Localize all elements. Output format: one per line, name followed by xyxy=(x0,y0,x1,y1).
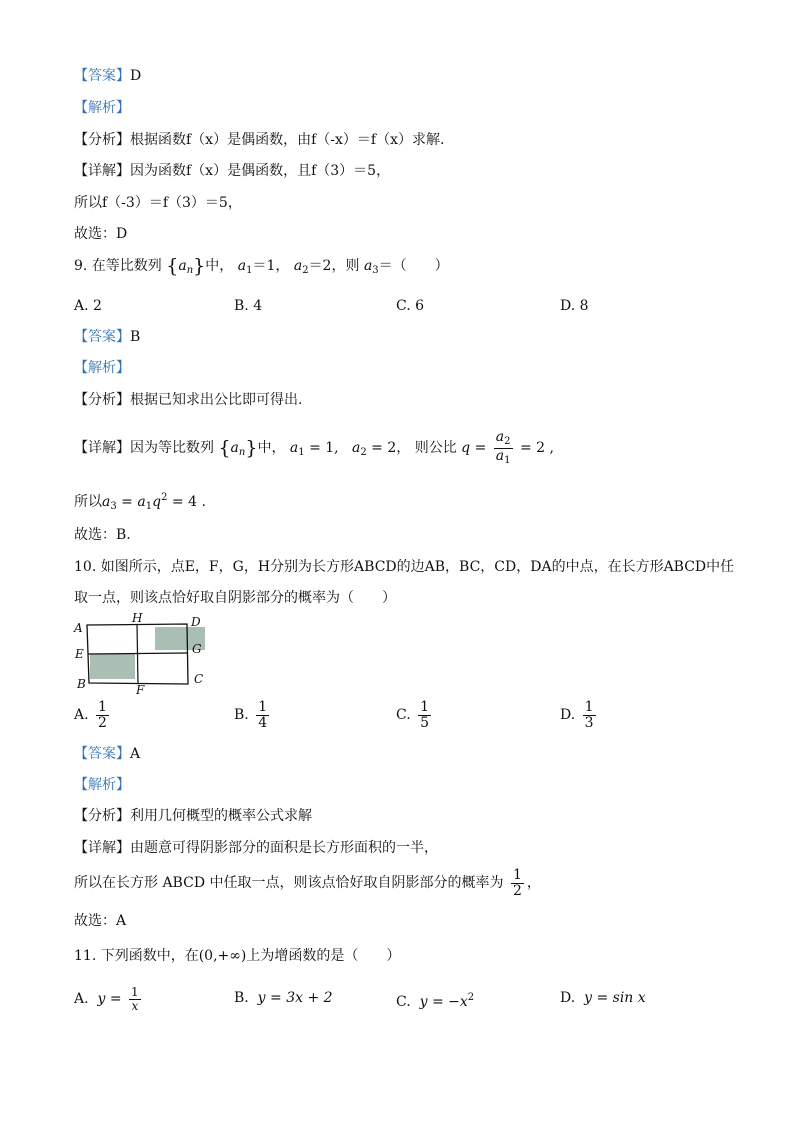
frac-num: 1 xyxy=(131,984,139,999)
label-G: G xyxy=(192,642,202,656)
option-expr: y = xyxy=(97,991,122,1007)
label-A: A xyxy=(74,621,83,635)
q8-so-line: 所以f（-3）＝f（3）＝5， xyxy=(74,195,242,211)
q10-so-line xyxy=(74,866,541,900)
label-F: F xyxy=(136,683,145,696)
ratio-fraction: $\frac{a_2}{a_1}$ xyxy=(495,429,511,466)
frac-num: 1 xyxy=(420,699,430,715)
frac-num: 1 xyxy=(512,866,522,883)
fenxi-tag: 【分析】 xyxy=(74,392,130,408)
label-E: E xyxy=(75,647,84,661)
q9-choose-line: 故选：B. xyxy=(74,527,131,543)
option-label: D. xyxy=(560,990,576,1006)
fenxi-text: 根据函数f（x）是偶函数，由f（-x）＝f（x）求解. xyxy=(130,132,445,148)
q9-answer-line xyxy=(74,327,140,347)
q11-option-b xyxy=(234,988,333,1008)
q9-so-line: 所以$a_3 = a_1q^2 = 4$ . xyxy=(74,492,206,512)
q9-analysis-heading xyxy=(74,358,130,378)
frac-den: 2 xyxy=(98,714,107,731)
option-fraction xyxy=(256,700,269,730)
answer-tag: 【答案】 xyxy=(74,746,130,762)
q9-stem: 9. 在等比数列 $\{a_n\}$中， $a_1=1$， $a_2=2$，则 $a_3=$（ ） xyxy=(74,255,449,277)
interval: (0,+∞) xyxy=(198,948,247,964)
q11-option-c: C. $y = -x^2$ xyxy=(396,992,475,1010)
q10-detail-line xyxy=(74,838,438,858)
detail-tag: 【详解】 xyxy=(74,440,130,456)
answer-value: A xyxy=(130,746,141,762)
frac-den: 2 xyxy=(512,882,522,899)
option-fraction xyxy=(418,700,431,730)
so-text: 所以在长方形 ABCD 中任取一点，则该点恰好取自阴影部分的概率为 xyxy=(74,875,504,891)
rectangle-figure xyxy=(70,612,210,696)
frac-den: 3 xyxy=(584,714,594,731)
detail-text: 由题意可得阴影部分的面积是长方形面积的一半， xyxy=(130,840,438,856)
q10-choose-line: 故选：A xyxy=(74,913,127,929)
q9-stem-text-4: ＝2，则 xyxy=(308,258,360,274)
analysis-tag: 【解析】 xyxy=(74,100,130,116)
option-label: D. xyxy=(560,707,576,724)
frac-den: 5 xyxy=(420,714,430,731)
detail-text-3: ， 则公比 xyxy=(396,440,457,456)
analysis-tag: 【解析】 xyxy=(74,777,130,793)
q11-option-a xyxy=(74,984,144,1014)
label-H: H xyxy=(132,612,143,625)
detail-text: 因为等比数列 xyxy=(130,440,214,456)
q10-option-a xyxy=(74,700,112,730)
frac-num: 1 xyxy=(584,699,594,715)
q10-option-b xyxy=(234,700,272,730)
option-label: B. xyxy=(234,990,249,1006)
frac-num: 1 xyxy=(98,699,107,715)
option-fraction xyxy=(129,986,141,1012)
detail-tag: 【详解】 xyxy=(74,840,130,856)
fenxi-tag: 【分析】 xyxy=(74,808,130,824)
fenxi-text: 利用几何概型的概率公式求解 xyxy=(130,808,312,824)
q9-fenxi-line xyxy=(74,390,302,410)
q11-stem-text: 11. 下列函数中，在 xyxy=(74,948,199,964)
option-label: C. xyxy=(396,707,411,724)
q9-option-b: B. 4 xyxy=(234,298,263,314)
option-label: C. xyxy=(396,994,411,1010)
q11-option-d xyxy=(560,988,646,1008)
q9-stem-text: 9. 在等比数列 xyxy=(74,258,162,274)
so-fraction xyxy=(511,868,524,898)
option-fraction xyxy=(96,700,109,730)
analysis-tag: 【解析】 xyxy=(74,360,130,376)
horizontal-midline xyxy=(88,653,188,654)
option-label: A. xyxy=(74,991,89,1007)
detail-tag: 【详解】 xyxy=(74,163,130,179)
fenxi-tag: 【分析】 xyxy=(74,132,130,148)
q8-choose-line: 故选：D xyxy=(74,226,128,242)
frac-den: x xyxy=(129,999,141,1013)
q10-stem-line1: 10. 如图所示，点E，F，G，H分别为长方形ABCD的边AB，BC，CD，DA的中点，在长方形ABCD中任 xyxy=(74,559,735,575)
label-B: B xyxy=(77,677,86,691)
shaded-region-bottom-left xyxy=(90,654,135,679)
fenxi-text: 根据已知求出公比即可得出. xyxy=(130,392,303,408)
answer-value: B xyxy=(130,329,141,345)
option-label: A. xyxy=(74,707,89,724)
q9-stem-text-2: 中， xyxy=(205,258,234,274)
q8-analysis-heading xyxy=(74,98,130,118)
q9-option-c: C. 6 xyxy=(396,298,425,314)
label-C: C xyxy=(194,672,204,686)
answer-tag: 【答案】 xyxy=(74,68,130,84)
q9-option-a: A. 2 xyxy=(74,298,102,314)
q9-stem-text-3: ＝1， xyxy=(252,258,290,274)
q11-stem-text-2: 上为增函数的是（ ） xyxy=(246,948,401,964)
frac-den: 4 xyxy=(258,714,268,731)
option-fraction xyxy=(583,700,596,730)
q10-analysis-heading xyxy=(74,775,130,795)
q11-stem xyxy=(74,946,400,966)
q10-answer-line xyxy=(74,744,140,764)
q9-option-d: D. 8 xyxy=(560,298,589,314)
q10-stem-line2: 取一点，则该点恰好取自阴影部分的概率为（ ） xyxy=(74,590,396,606)
detail-text: 因为函数f（x）是偶函数，且f（3）＝5， xyxy=(130,163,391,179)
so-end: ， xyxy=(526,875,541,891)
q8-detail-line xyxy=(74,161,390,181)
frac-num: 1 xyxy=(258,699,268,715)
q10-option-c xyxy=(396,700,434,730)
option-label: B. xyxy=(234,707,249,724)
detail-text-2: 中， xyxy=(257,440,286,456)
answer-tag: 【答案】 xyxy=(74,329,130,345)
q10-fenxi-line xyxy=(74,806,312,826)
option-expr: y = −x xyxy=(419,994,468,1010)
so-text: 所以 xyxy=(74,494,102,510)
q9-detail-line: 【详解】因为等比数列 $\{a_n\}$中， $a_1 = 1$, $a_2 = 2$， 则公比 q = $\frac{a_2}{a_1}$ = 2 , xyxy=(74,429,554,466)
answer-value: D xyxy=(130,68,142,84)
q9-stem-text-5: ＝（ ） xyxy=(378,258,449,274)
option-expr: y = sin x xyxy=(584,990,646,1006)
q8-fenxi-line xyxy=(74,130,444,150)
label-D: D xyxy=(191,615,201,629)
q10-option-d xyxy=(560,700,599,730)
q8-answer-line xyxy=(74,66,141,86)
option-expr: y = 3x + 2 xyxy=(257,990,333,1006)
